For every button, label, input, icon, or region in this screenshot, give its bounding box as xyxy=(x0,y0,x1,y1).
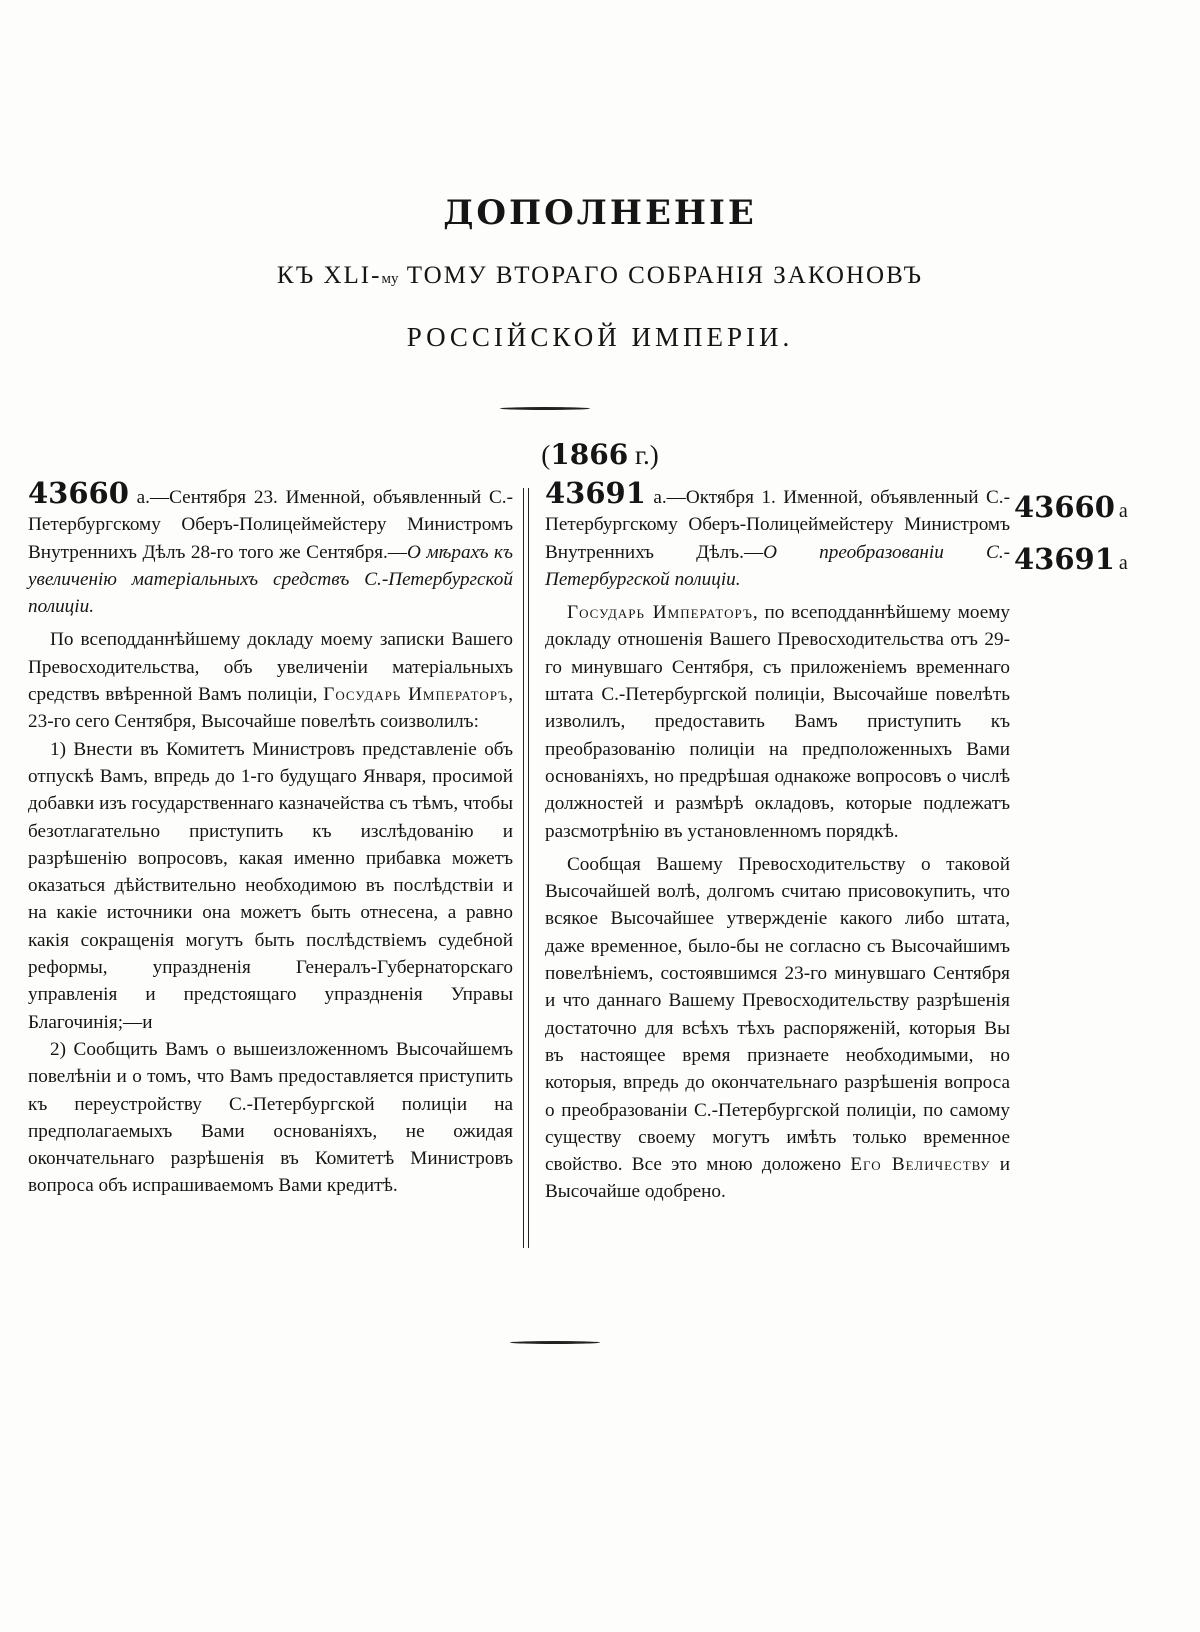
year-open: ( xyxy=(541,440,551,470)
entry-header-43691 xyxy=(545,476,1011,593)
page-title: ДОПОЛНЕНІЕ xyxy=(443,193,757,233)
margin-note-2 xyxy=(1014,542,1194,576)
paragraph-text: , 23-го сего Сентября, Высочайше повелѣть соизволилъ: xyxy=(28,684,513,733)
margin-suffix: а xyxy=(1118,500,1128,522)
entry-number: 43660 xyxy=(28,476,129,510)
paragraph xyxy=(28,626,513,735)
entry-subject: О мѣрахъ къ увеличенію матеріальныхъ средствъ С.-Петербургской полиціи. xyxy=(28,541,513,618)
sovereign-title: Государь Императоръ xyxy=(567,602,753,624)
year-close: г.) xyxy=(628,440,659,470)
entry-intro: а.—Октября 1. Именной, объявленный С.-Петербургскому Оберъ-Полицеймейстеру Министромъ Внутреннихъ Дѣлъ.— xyxy=(545,487,1010,563)
paragraph-text: , по всеподданнѣйшему моему докладу отношенія Вашего Превосходительства отъ 29-го минувшаго Сентября, съ приложеніемъ временнаго штата С.-Петербургской полиціи, Высочайше повелѣть изволилъ, предоставить Вамъ приступить къ преобразованію полиціи на предположенныхъ Вами основаніяхъ, но предрѣшая однакоже вопросовъ о числѣ должностей и размѣрѣ окладовъ, которые подлежатъ разсмотрѣнію въ установленномъ порядкѣ. xyxy=(545,602,1010,842)
subtitle xyxy=(0,262,1200,290)
margin-number: 43691 xyxy=(1014,542,1115,576)
year-heading xyxy=(0,438,1200,471)
entry-header-43660 xyxy=(28,476,513,620)
entry-subject: О преобразованіи С.-Петербургской полиціи. xyxy=(545,541,1011,590)
paragraph-text: Сообщая Вашему Превосходительству о таковой Высочайшей волѣ, долгомъ считаю присовокупить, что всякое Высочайшее утвержденіе какого либо штата, даже временное, было-бы не согласно съ Высочайшимъ повелѣніемъ, состоявшимся 23-го минувшаго Сентября и что даннаго Вашему Превосходительству разрѣшенія достаточно для всѣхъ тѣхъ распоряженій, которыя Вы въ настоящее время признаете необходимыми, но которыя, впредь до окончательнаго разрѣшенія вопроса о преобразованіи С.-Петербургской полиціи, по самому существу своему могутъ имѣть только временное свойство. Все это мною доложено xyxy=(545,853,1010,1176)
left-column xyxy=(28,476,513,1200)
top-divider xyxy=(500,407,590,410)
majesty-title: Его Величеству xyxy=(850,1154,991,1176)
subtitle-empire: РОССІЙСКОЙ ИМПЕРІИ. xyxy=(406,322,794,352)
column-separator xyxy=(523,488,529,1248)
paragraph-text: и Высочайше одобрено. xyxy=(545,1154,1010,1203)
bottom-divider xyxy=(510,1341,600,1344)
paragraph-item-1: 1) Внести въ Комитетъ Министровъ представленіе объ отпускѣ Вамъ, впредь до 1-го будущаго Января, просимой добавки изъ государственнаго казначейства съ тѣмъ, чтобы безотлагательно приступить къ изслѣдованію и разрѣшенію вопросовъ, какая именно прибавка можетъ оказаться дѣйствительно необходимою въ послѣдствіи и на какіе источники она можетъ быть отнесена, а равно какія сокращенія могутъ быть послѣдствіемъ судебной реформы, упраздненія Генералъ-Губернаторскаго управленія и предстоящаго упраздненія Управы Благочинія;—и xyxy=(28,738,513,1033)
paragraph xyxy=(545,851,1010,1206)
subtitle-superscript: му xyxy=(381,271,399,287)
paragraph-item-2: 2) Сообщить Вамъ о вышеизложенномъ Высочайшемъ повелѣніи и о томъ, что Вамъ предоставляется приступить къ переустройству С.-Петербургской полиціи на предполагаемыхъ Вами основаніяхъ, не ожидая окончательнаго разрѣшенія въ Комитетѣ Министровъ вопроса объ испрашиваемомъ Вами кредитѣ. xyxy=(28,1038,513,1197)
margin-number: 43660 xyxy=(1014,490,1115,524)
right-column xyxy=(545,476,1011,1206)
margin-suffix: а xyxy=(1118,552,1128,574)
sovereign-title: Государь Императоръ xyxy=(323,684,509,706)
entry-intro: а.—Сентября 23. Именной, объявленный С.-Петербургскому Оберъ-Полицеймейстеру Министромъ Внутреннихъ Дѣлъ 28-го того же Сентября.— xyxy=(28,487,513,563)
year-number: 1866 xyxy=(550,438,629,471)
paragraph-text: По всеподданнѣйшему докладу моему записки Вашего Превосходительства, объ увеличеніи матеріальныхъ средствъ ввѣренной Вамъ полиціи, xyxy=(28,629,513,706)
paragraph xyxy=(545,599,1010,845)
margin-note-1 xyxy=(1014,490,1194,524)
subtitle-part-b: ТОМУ ВТОРАГО СОБРАНІЯ ЗАКОНОВЪ xyxy=(398,262,924,289)
subtitle-part-a: КЪ XLI- xyxy=(276,262,382,289)
entry-number: 43691 xyxy=(545,476,646,510)
